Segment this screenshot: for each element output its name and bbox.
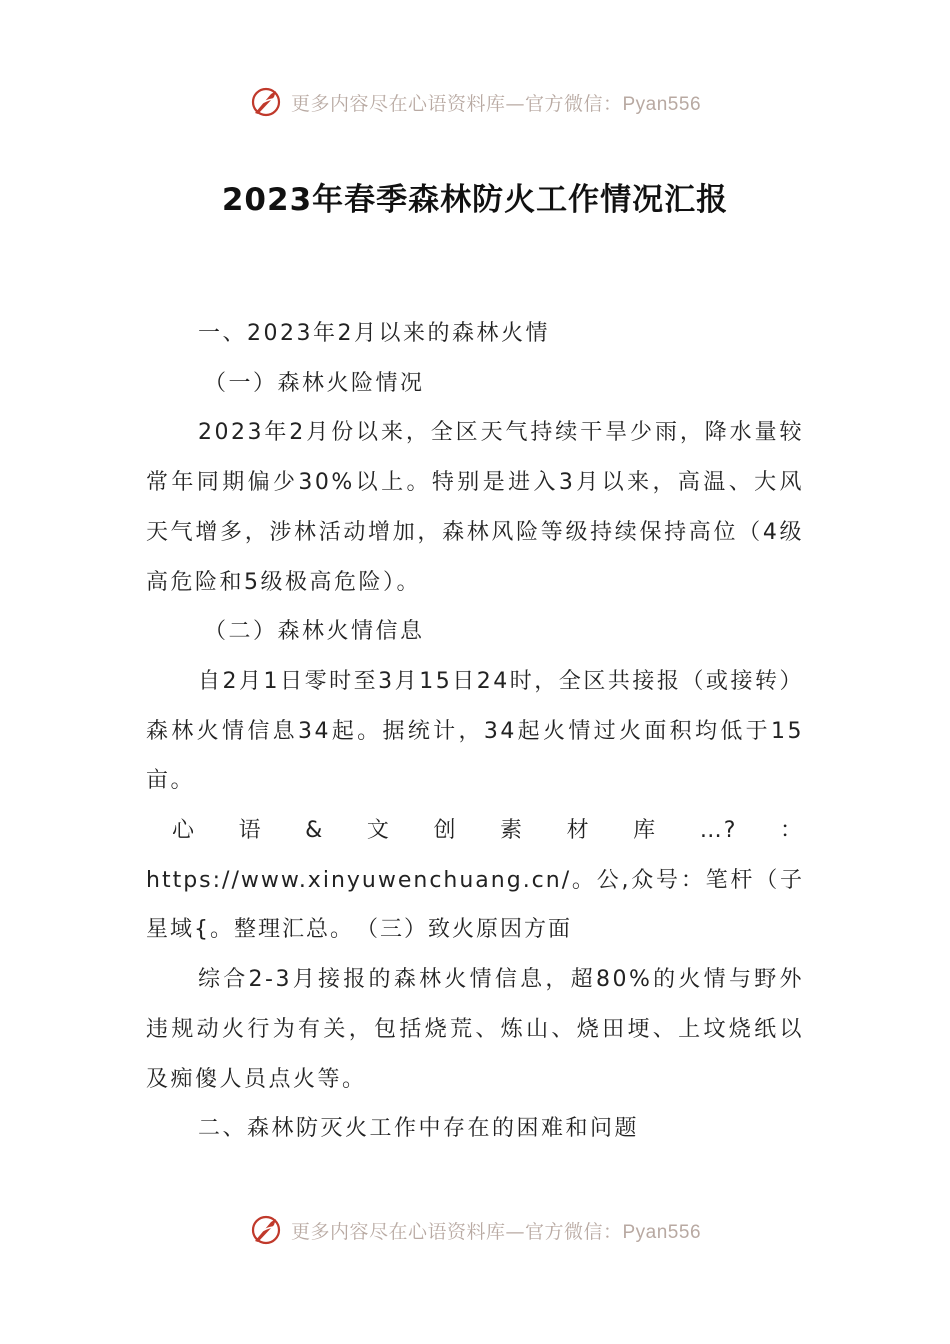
section-heading-2: 二、森林防灭火工作中存在的困难和问题 [198, 1116, 640, 1142]
wechat-id: Pyan556 [622, 1221, 702, 1243]
paragraph-fire-causes: 综合2-3月接报的森林火情信息，超80%的火情与野外违规动火行为有关，包括烧荒、炼山、烧田埂、上坟烧纸以及痴傻人员点火等。 [146, 967, 804, 1092]
document-body [146, 309, 804, 1154]
paragraph-fire-risk: 2023年2月份以来，全区天气持续干旱少雨，降水量较常年同期偏少30%以上。特别是进入3月以来，高温、大风天气增多，涉林活动增加，森林风险等级持续保持高位（4级高危险和5级极高危险）。 [146, 420, 804, 595]
header-watermark-banner [0, 82, 950, 122]
quill-pen-logo-icon [249, 1213, 283, 1247]
watermark-text: 更多内容尽在心语资料库—官方微信：Pyan556 [290, 92, 702, 115]
quill-pen-logo-icon [249, 85, 283, 119]
subsection-heading-1-2: （二）森林火情信息 [204, 619, 425, 645]
source-notice-paragraph: 心语&文创素材库…?：https://www.xinyuwenchuang.cn/。公,众号：笔杆（子星域{。整理汇总。 （三）致火原因方面 [146, 818, 804, 943]
paragraph-fire-info: 自2月1日零时至3月15日24时，全区共接报（或接转）森林火情信息34起。据统计，34起火情过火面积均低于15亩。 [146, 668, 804, 794]
subsection-heading-1-1: （一）森林火险情况 [204, 370, 425, 396]
document-title: 2023年春季森林防火工作情况汇报 [221, 182, 729, 218]
watermark-text: 更多内容尽在心语资料库—官方微信：Pyan556 [290, 1220, 702, 1243]
wechat-id: Pyan556 [622, 93, 702, 115]
section-heading-1: 一、2023年2月以来的森林火情 [198, 321, 550, 346]
footer-watermark-banner [0, 1210, 950, 1250]
